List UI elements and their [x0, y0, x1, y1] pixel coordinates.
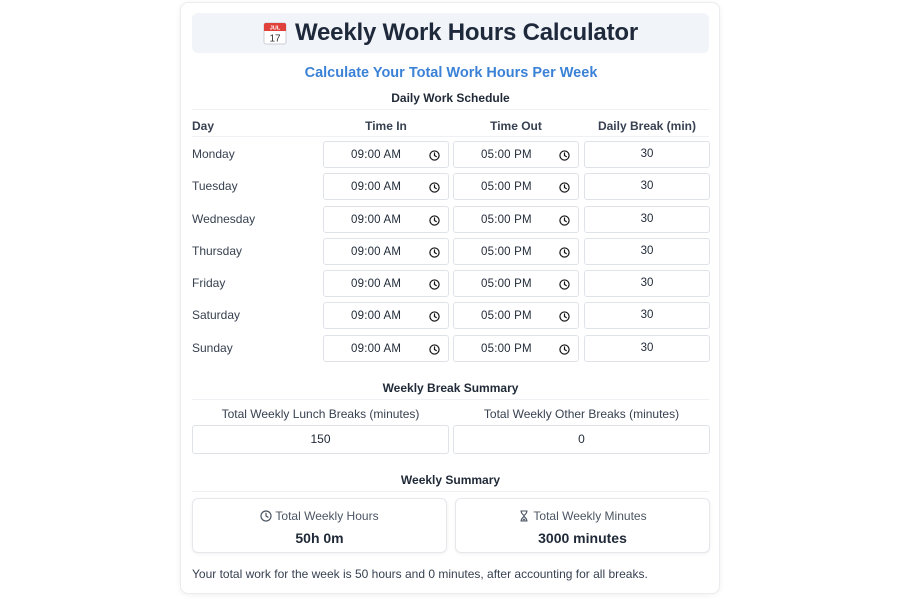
clock-icon[interactable] — [559, 247, 570, 258]
header-banner — [192, 13, 709, 53]
page-title: Weekly Work Hours Calculator — [295, 19, 638, 46]
other-breaks-field[interactable]: 0 — [453, 425, 710, 454]
time-in-value: 09:00 AM — [351, 246, 402, 258]
time-in-input-friday[interactable] — [323, 270, 449, 297]
time-out-value: 05:00 PM — [481, 246, 532, 258]
lunch-breaks-field[interactable]: 150 — [192, 425, 449, 454]
calendar-month-text: JUL — [269, 25, 281, 32]
clock-icon[interactable] — [429, 311, 440, 322]
time-out-value: 05:00 PM — [481, 181, 532, 193]
time-in-value: 09:00 AM — [351, 278, 402, 290]
clock-icon[interactable] — [429, 150, 440, 161]
break-input-thursday[interactable]: 30 — [584, 238, 710, 265]
time-out-value: 05:00 PM — [481, 278, 532, 290]
time-in-value: 09:00 AM — [351, 343, 402, 355]
schedule-row-thursday — [181, 238, 721, 265]
time-out-input-thursday[interactable] — [453, 238, 579, 265]
day-label: Wednesday — [192, 212, 256, 226]
time-in-value: 09:00 AM — [351, 181, 402, 193]
time-in-input-thursday[interactable] — [323, 238, 449, 265]
clock-icon[interactable] — [559, 215, 570, 226]
time-in-input-saturday[interactable] — [323, 302, 449, 329]
other-breaks-label: Total Weekly Other Breaks (minutes) — [483, 407, 680, 421]
schedule-row-tuesday — [181, 173, 721, 200]
clock-icon[interactable] — [429, 215, 440, 226]
schedule-row-monday — [181, 141, 721, 168]
clock-icon — [260, 510, 272, 522]
time-out-value: 05:00 PM — [481, 343, 532, 355]
time-in-input-sunday[interactable] — [323, 335, 449, 362]
total-minutes-value: 3000 minutes — [538, 530, 627, 546]
clock-icon[interactable] — [559, 344, 570, 355]
break-input-sunday[interactable]: 30 — [584, 335, 710, 362]
weekly-summary-title: Weekly Summary — [192, 473, 709, 492]
schedule-row-sunday — [181, 335, 721, 362]
hourglass-icon — [518, 510, 530, 522]
break-input-tuesday[interactable]: 30 — [584, 173, 710, 200]
time-in-value: 09:00 AM — [351, 149, 402, 161]
page-subtitle: Calculate Your Total Work Hours Per Week — [304, 65, 598, 81]
schedule-row-saturday — [181, 302, 721, 329]
calculator-card — [180, 2, 720, 594]
day-label: Friday — [192, 276, 226, 290]
day-label: Thursday — [192, 244, 243, 258]
day-label: Tuesday — [192, 179, 238, 193]
time-in-input-monday[interactable] — [323, 141, 449, 168]
time-out-input-sunday[interactable] — [453, 335, 579, 362]
schedule-section-title: Daily Work Schedule — [192, 91, 709, 110]
header-divider — [192, 136, 709, 137]
break-input-wednesday[interactable]: 30 — [584, 206, 710, 233]
clock-icon[interactable] — [429, 279, 440, 290]
day-label: Saturday — [192, 308, 241, 322]
column-header-day: Day — [192, 119, 215, 133]
time-in-input-wednesday[interactable] — [323, 206, 449, 233]
time-in-value: 09:00 AM — [351, 214, 402, 226]
time-out-value: 05:00 PM — [481, 310, 532, 322]
schedule-row-wednesday — [181, 206, 721, 233]
time-out-input-saturday[interactable] — [453, 302, 579, 329]
clock-icon[interactable] — [429, 182, 440, 193]
calendar-day-text: 17 — [269, 33, 281, 45]
clock-icon[interactable] — [429, 344, 440, 355]
total-minutes-label: Total Weekly Minutes — [533, 509, 647, 523]
total-minutes-card — [455, 498, 710, 553]
time-in-input-tuesday[interactable] — [323, 173, 449, 200]
day-label: Monday — [192, 147, 235, 161]
time-out-value: 05:00 PM — [481, 149, 532, 161]
summary-footer-text: Your total work for the week is 50 hours and 0 minutes, after accounting for all breaks. — [192, 567, 648, 581]
schedule-row-friday — [181, 270, 721, 297]
clock-icon[interactable] — [559, 311, 570, 322]
time-in-value: 09:00 AM — [351, 310, 402, 322]
break-summary-title: Weekly Break Summary — [192, 381, 709, 400]
time-out-input-tuesday[interactable] — [453, 173, 579, 200]
clock-icon[interactable] — [559, 279, 570, 290]
clock-icon[interactable] — [559, 150, 570, 161]
lunch-breaks-label: Total Weekly Lunch Breaks (minutes) — [221, 407, 420, 421]
clock-icon[interactable] — [429, 247, 440, 258]
break-input-friday[interactable]: 30 — [584, 270, 710, 297]
time-out-input-friday[interactable] — [453, 270, 579, 297]
break-input-monday[interactable]: 30 — [584, 141, 710, 168]
time-out-input-wednesday[interactable] — [453, 206, 579, 233]
column-header-time-in: Time In — [365, 119, 407, 133]
clock-icon[interactable] — [559, 182, 570, 193]
total-hours-value: 50h 0m — [295, 530, 344, 546]
day-label: Sunday — [192, 341, 233, 355]
column-header-time-out: Time Out — [490, 119, 542, 133]
break-input-saturday[interactable]: 30 — [584, 302, 710, 329]
column-header-daily-break: Daily Break (min) — [597, 119, 697, 133]
calendar-icon — [263, 21, 287, 45]
total-hours-card — [192, 498, 447, 553]
total-hours-label: Total Weekly Hours — [275, 509, 379, 523]
time-out-input-monday[interactable] — [453, 141, 579, 168]
time-out-value: 05:00 PM — [481, 214, 532, 226]
